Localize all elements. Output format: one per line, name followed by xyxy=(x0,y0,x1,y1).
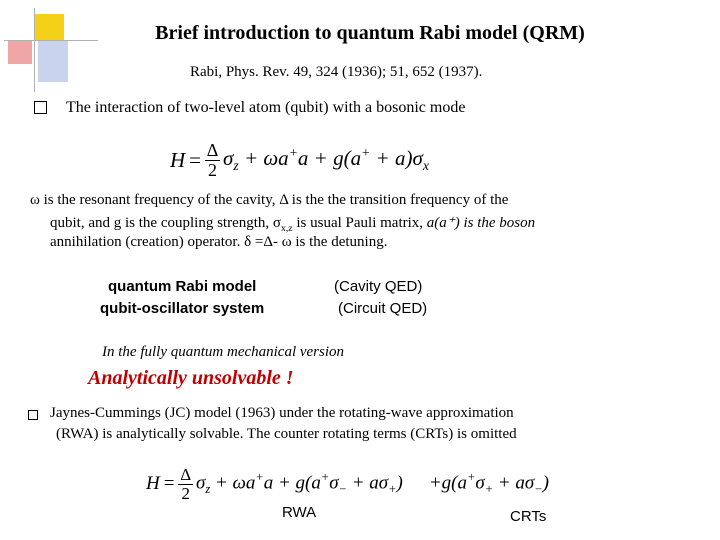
row-context-cavity: (Cavity QED) xyxy=(334,278,423,295)
eq-rest: $\sigma_z + \omega a^+a + g(a^+ + a)\sigma_x$ xyxy=(223,145,429,174)
square-bullet-icon xyxy=(34,101,47,114)
eq-h: H xyxy=(170,147,186,172)
definition-line-2-sub: x,z xyxy=(280,223,293,234)
citation: Rabi, Phys. Rev. 49, 324 (1936); 51, 652 (1937). xyxy=(190,64,483,80)
eq2-fraction xyxy=(178,466,193,503)
slide-title: Brief introduction to quantum Rabi model (QRM) xyxy=(155,22,585,44)
eq-numerator: Δ xyxy=(206,139,219,160)
eq2-equals: = xyxy=(163,473,175,494)
definition-line-3: annihilation (creation) operator. δ =Δ- ω is the detuning. xyxy=(50,234,388,250)
definition-line-1: ω is the resonant frequency of the cavity, Δ is the the transition frequency of the xyxy=(30,192,509,208)
eq-denominator: 2 xyxy=(205,160,220,180)
label-crts: CRTs xyxy=(510,508,547,525)
label-rwa: RWA xyxy=(282,504,317,521)
definition-line-2 xyxy=(50,213,535,234)
conclusion-unsolvable: Analytically unsolvable ! xyxy=(88,367,294,389)
equation-jc-hamiltonian xyxy=(146,460,549,508)
bullet-text-interaction: The interaction of two-level atom (qubit) with a bosonic mode xyxy=(66,99,466,116)
definition-line-2-b: is usual Pauli matrix, xyxy=(292,215,427,231)
eq2-denominator: 2 xyxy=(178,484,193,503)
row-context-circuit: (Circuit QED) xyxy=(338,300,428,317)
definition-line-2-a: qubit, and g is the coupling strength, σ xyxy=(50,215,281,231)
note-quantum-version: In the fully quantum mechanical version xyxy=(102,344,345,360)
square-bullet-icon xyxy=(28,410,38,420)
eq-equals: = xyxy=(189,147,202,172)
eq-fraction xyxy=(205,141,220,180)
definition-line-2-italic: a(a⁺) is the boson xyxy=(426,215,536,231)
row-name-qubit-oscillator: qubit-oscillator system xyxy=(100,300,265,317)
jc-text-line-2: (RWA) is analytically solvable. The counter rotating terms (CRTs) is omitted xyxy=(56,426,517,442)
equation-rabi-hamiltonian xyxy=(170,136,429,184)
row-name-qrm: quantum Rabi model xyxy=(108,278,257,295)
decor-vertical-line xyxy=(34,8,35,92)
decor-blue-square xyxy=(38,40,68,82)
eq2-crt-part: $+g(a^+\sigma_+ + a\sigma_-)$ xyxy=(428,470,549,497)
jc-text-line-1: Jaynes-Cummings (JC) model (1963) under the rotating-wave approximation xyxy=(50,405,514,421)
eq2-rwa-part: $\sigma_z + \omega a^+a + g(a^+\sigma_- + a\sigma_+)$ xyxy=(195,470,403,497)
eq2-h: H xyxy=(146,473,160,494)
eq2-numerator: Δ xyxy=(180,464,192,484)
